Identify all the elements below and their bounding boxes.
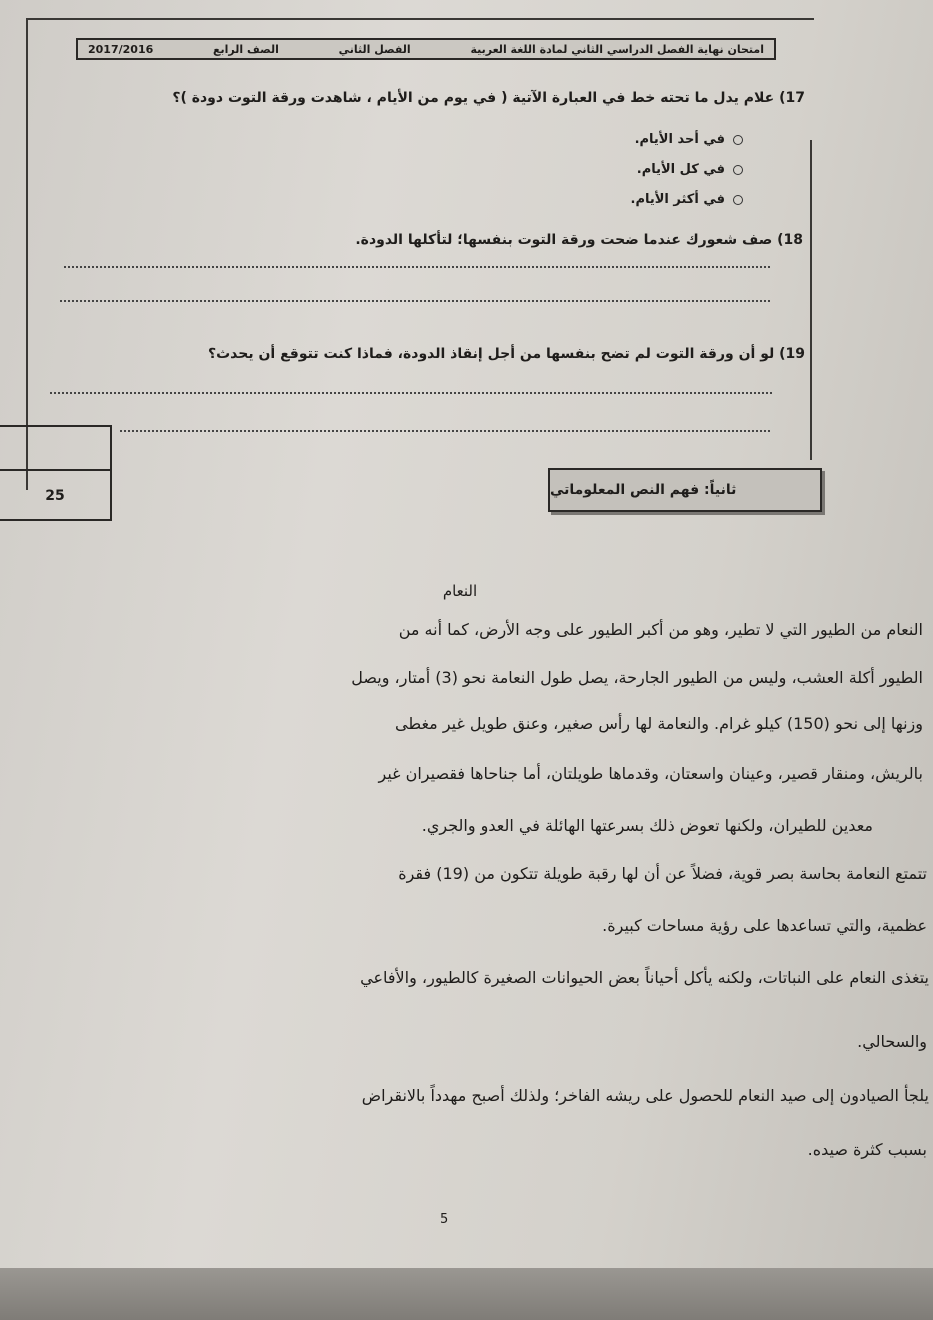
score-total: 25 xyxy=(45,488,65,504)
question-19: 19) لو أن ورقة التوت لم تضح بنفسها من أجل إنقاذ الدودة، فماذا كنت تتوقع أن يحدث؟ xyxy=(207,346,805,362)
score-input-cell[interactable] xyxy=(0,427,110,471)
passage-line: بسبب كثرة صيده. xyxy=(807,1140,927,1159)
passage-line: يلجأ الصيادون إلى صيد النعام للحصول على ريشه الفاخر؛ ولذلك أصبح مهدداً بالانقراض xyxy=(361,1086,929,1105)
option-1[interactable] xyxy=(635,132,743,147)
passage-line: معدين للطيران، ولكنها تعوض ذلك بسرعتها الهائلة في العدو والجري. xyxy=(421,816,873,835)
passage-line: وزنها إلى نحو (150) كيلو غرام. والنعامة لها رأس صغير، وعنق طويل غير مغطى xyxy=(394,714,923,733)
answer-line-19b[interactable] xyxy=(120,430,770,432)
grade-label: الصف الرابع xyxy=(213,42,279,56)
page-edge xyxy=(0,1268,933,1320)
option-2[interactable] xyxy=(637,162,743,177)
frame-divider xyxy=(810,140,812,460)
school-year: 2017/2016 xyxy=(88,42,154,56)
passage-line: الطيور أكلة العشب، وليس من الطيور الجارحة، يصل طول النعامة نحو (3) أمتار، ويصل xyxy=(351,668,923,687)
passage-line: بالريش، ومنقار قصير، وعينان واسعتان، وقدماها طويلتان، أما جناحاها فقصيران غير xyxy=(378,764,923,783)
question-18: 18) صف شعورك عندما ضحت ورقة التوت بنفسها؛ لتأكلها الدودة. xyxy=(355,232,803,248)
exam-title: امتحان نهاية الفصل الدراسي الثاني لمادة اللغة العربية xyxy=(470,42,764,56)
passage-line: والسحالي. xyxy=(857,1032,927,1051)
answer-line-19a[interactable] xyxy=(50,392,772,394)
score-box xyxy=(0,425,112,521)
option-3[interactable] xyxy=(631,192,744,207)
radio-icon[interactable] xyxy=(733,165,743,175)
answer-line-18b[interactable] xyxy=(60,300,770,302)
option-1-label: في أحد الأيام. xyxy=(634,132,725,147)
passage-line: عظمية، والتي تساعدها على رؤية مساحات كبيرة. xyxy=(602,916,927,935)
passage-title: النعام xyxy=(442,582,478,600)
passage-line: تتمتع النعامة بحاسة بصر قوية، فضلاً عن أن لها رقبة طويلة تتكون من (19) فقرة xyxy=(398,864,927,883)
page-number: 5 xyxy=(440,1212,449,1227)
option-3-label: في أكثر الأيام. xyxy=(630,192,725,207)
passage-line: النعام من الطيور التي لا تطير، وهو من أكبر الطيور على وجه الأرض، كما أنه من xyxy=(398,620,923,639)
section-title: ثانياً: فهم النص المعلوماتي xyxy=(548,468,822,512)
option-2-label: في كل الأيام. xyxy=(636,162,725,177)
radio-icon[interactable] xyxy=(733,195,743,205)
radio-icon[interactable] xyxy=(733,135,743,145)
question-17: 17) علام يدل ما تحته خط في العبارة الآتية ( في يوم من الأيام ، شاهدت ورقة التوت دودة )؟ xyxy=(172,90,805,106)
term-label: الفصل الثاني xyxy=(338,42,411,56)
answer-line-18a[interactable] xyxy=(64,266,770,268)
exam-header xyxy=(76,38,776,60)
passage-line: يتغذى النعام على النباتات، ولكنه يأكل أحياناً بعض الحيوانات الصغيرة كالطيور، والأفاعي xyxy=(360,968,929,987)
upper-frame xyxy=(26,18,814,490)
